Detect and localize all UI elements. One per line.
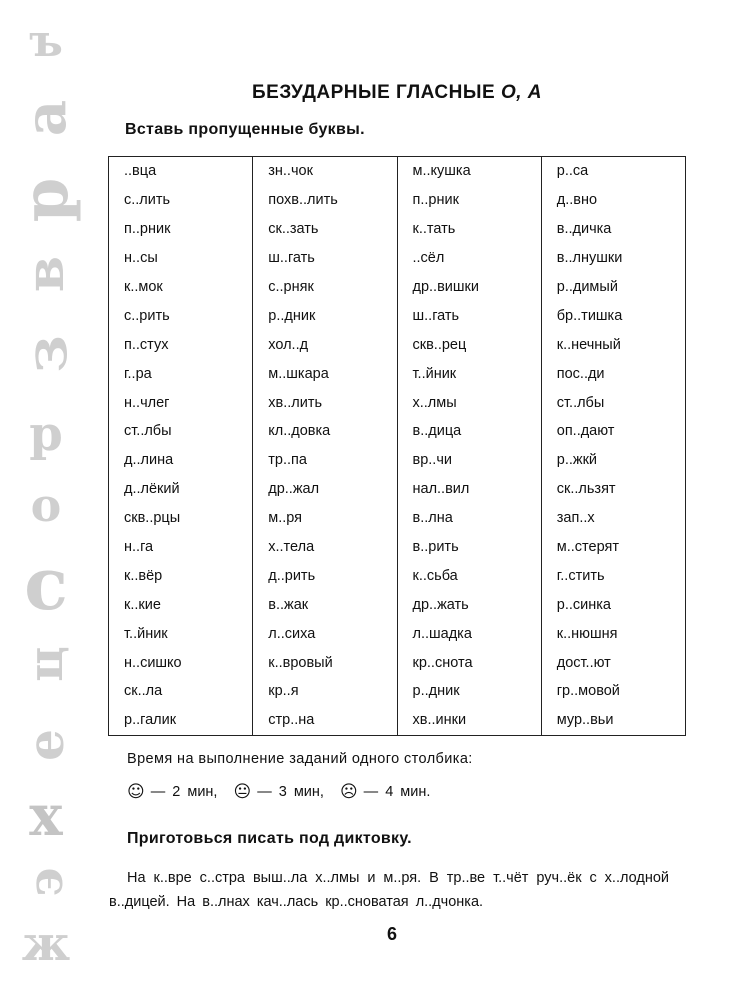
word-cell: р..димый [541,273,685,302]
word-cell: к..вровый [253,648,397,677]
word-cell: д..вно [541,186,685,215]
decorative-alphabet-sidebar [8,16,83,980]
word-cell: к..сьба [397,561,541,590]
neutral-face-icon: 😐 [233,782,252,802]
word-cell: р..синка [541,590,685,619]
score-time: — 3 мин, [257,784,324,800]
word-cell: к..кие [109,590,253,619]
word-cell: д..рить [253,561,397,590]
table-row [109,244,686,273]
dictation-text: На к..вре с..стра выш..ла х..лмы и м..ря. В тр..ве т..чёт руч..ёк с х..лодной в..дицей. На в..лнах кач..лась кр..сноватая л..дчонка. [109,870,669,910]
table-row [109,475,686,504]
word-cell: с..лить [109,186,253,215]
decor-letter: с [24,541,68,626]
table-row [109,446,686,475]
word-cell: похв..лить [253,186,397,215]
title-main: БЕЗУДАРНЫЕ ГЛАСНЫЕ [251,82,496,103]
table-row [109,157,686,186]
table-row [109,301,686,330]
word-cell: кл..довка [253,417,397,446]
word-cell: с..рняк [253,273,397,302]
word-cell: в..лна [397,504,541,533]
word-cell: дост..ют [541,648,685,677]
word-cell: ш..гать [397,301,541,330]
word-cell: др..вишки [397,273,541,302]
table-row [109,215,686,244]
word-cell: ш..гать [253,244,397,273]
decor-letter: е [16,729,75,761]
word-cell: п..рник [397,186,541,215]
word-cell: хв..инки [397,706,541,735]
table-row [109,504,686,533]
word-cell: кр..снота [397,648,541,677]
table-row [109,648,686,677]
word-cell: хол..д [253,330,397,359]
word-cell: тр..па [253,446,397,475]
decor-letter: ц [18,646,74,682]
word-cell: в..жак [253,590,397,619]
word-cell: р..дник [397,677,541,706]
table-row [109,561,686,590]
word-cell: л..сиха [253,619,397,648]
decor-letter: р [8,177,83,223]
word-cell: скв..рец [397,330,541,359]
word-cell: н..члег [109,388,253,417]
word-cell: хв..лить [253,388,397,417]
table-row [109,533,686,562]
word-cell: т..йник [397,359,541,388]
decor-letter: ж [21,916,71,972]
word-cell: гр..мовой [541,677,685,706]
word-cell: к..тать [397,215,541,244]
word-cell: ст..лбы [109,417,253,446]
task-heading: Вставь пропущенные буквы. [125,121,365,138]
word-cell: г..ра [109,359,253,388]
table-row [109,359,686,388]
word-cell: п..стух [109,330,253,359]
word-cell: т..йник [109,619,253,648]
table-row [109,590,686,619]
word-cell: к..мок [109,273,253,302]
word-cell: нал..вил [397,475,541,504]
table-row [109,706,686,735]
word-cell: кр..я [253,677,397,706]
score-time: — 2 мин, [150,784,218,800]
word-table [108,156,686,736]
decor-letter: ъ [29,16,63,67]
word-cell: п..рник [109,215,253,244]
word-cell: м..стерят [541,533,685,562]
table-row [109,388,686,417]
title-vowels: О, А [500,82,542,103]
word-cell: р..галик [109,706,253,735]
word-cell: ..вца [109,157,253,186]
word-cell: с..рить [109,301,253,330]
word-cell: г..стить [541,561,685,590]
time-note: Время на выполнение заданий одного столбика: [127,751,473,767]
word-cell: др..жать [397,590,541,619]
table-row [109,330,686,359]
word-cell: л..шадка [397,619,541,648]
page-number: 6 [387,924,398,944]
table-row [109,417,686,446]
word-cell: к..нечный [541,330,685,359]
time-scores [127,782,440,802]
word-cell: н..га [109,533,253,562]
page-title [0,82,742,104]
table-row [109,619,686,648]
word-cell: ..сёл [397,244,541,273]
word-cell: р..са [541,157,685,186]
word-cell: н..сы [109,244,253,273]
word-cell: д..лёкий [109,475,253,504]
word-cell: зап..х [541,504,685,533]
table-row [109,677,686,706]
decor-letter: э [18,867,74,897]
word-cell: мур..вьи [541,706,685,735]
word-cell: х..лмы [397,388,541,417]
word-cell: к..нюшня [541,619,685,648]
word-cell: зн..чок [253,157,397,186]
dictation-heading: Приготовься писать под диктовку. [127,830,412,847]
word-cell: бр..тишка [541,301,685,330]
word-cell: м..шкара [253,359,397,388]
decor-letter: х [29,783,63,849]
word-cell: р..жкй [541,446,685,475]
word-cell: оп..дают [541,417,685,446]
word-cell: н..сишко [109,648,253,677]
word-cell: пос..ди [541,359,685,388]
smile-face-icon: ☺ [127,782,145,802]
word-cell: ск..зать [253,215,397,244]
word-cell: вр..чи [397,446,541,475]
decor-letter: а [13,99,79,137]
word-cell: ст..лбы [541,388,685,417]
table-row [109,186,686,215]
decor-letter: о [30,478,62,532]
table-row [109,273,686,302]
word-cell: ск..ла [109,677,253,706]
word-cell: в..лнушки [541,244,685,273]
word-cell: скв..рцы [109,504,253,533]
word-cell: к..вёр [109,561,253,590]
decor-letter: в [15,255,76,293]
sad-face-icon: ☹ [339,782,358,802]
word-cell: р..дник [253,301,397,330]
score-time: — 4 мин. [363,784,431,800]
word-cell: х..тела [253,533,397,562]
word-cell: д..лина [109,446,253,475]
word-cell: м..ря [253,504,397,533]
word-cell: стр..на [253,706,397,735]
word-cell: др..жал [253,475,397,504]
word-cell: в..дица [397,417,541,446]
decor-letter: р [29,406,63,462]
word-cell: в..рить [397,533,541,562]
word-cell: в..дичка [541,215,685,244]
word-cell: ск..льзят [541,475,685,504]
word-cell: м..кушка [397,157,541,186]
decor-letter: з [12,335,80,373]
